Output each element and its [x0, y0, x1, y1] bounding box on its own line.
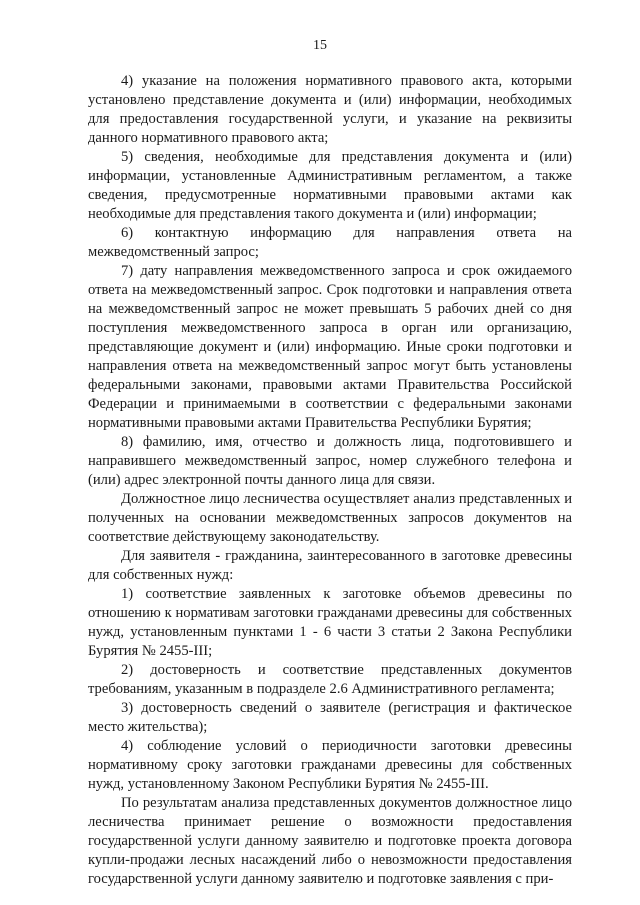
paragraph-criterion-4-harvest-periodicity: 4) соблюдение условий о периодичности заготовки древесины нормативному сроку заготовки гражданами древесины для собственных нужд, установленному Законом Республики Бурятия № 2455-III.	[88, 738, 572, 792]
paragraph-criterion-2-document-validity: 2) достоверность и соответствие представленных документов требованиям, указанным в подразделе 2.6 Административного регламента;	[88, 662, 572, 697]
paragraph-document-analysis: Должностное лицо лесничества осуществляет анализ представленных и полученных на основании межведомственных запросов документов на соответствие действующему законодательству.	[88, 491, 572, 545]
paragraph-criterion-3-applicant-data: 3) достоверность сведений о заявителе (регистрация и фактическое место жительства);	[88, 700, 572, 735]
page-number: 15	[313, 38, 327, 53]
paragraph-analysis-decision: По результатам анализа представленных документов должностное лицо лесничества принимает решение о возможности предоставления государственной услуги данному заявителю и подготовке проекта договора купли-продажи лесных насаждений либо о невозможности предоставления государственной услуги данному заявителю и подготовке заявления с при-	[88, 795, 572, 887]
paragraph-item-4-document-provision-basis: 4) указание на положения нормативного правового акта, которыми установлено представление документа и (или) информации, необходимых для предоставления государственной услуги, и указание на реквизиты данного нормативного правового акта;	[88, 73, 572, 146]
paragraph-applicant-criteria-intro: Для заявителя - гражданина, заинтересованного в заготовке древесины для собственных нужд:	[88, 548, 572, 583]
body-text	[88, 72, 572, 889]
paragraph-item-7-request-dates-and-deadlines: 7) дату направления межведомственного запроса и срок ожидаемого ответа на межведомственный запрос. Срок подготовки и направления ответа на межведомственный запрос не может превышать 5 рабочих дней со дня поступления межведомственного запроса в орган или организацию, представляющие документ и (или) информацию. Иные сроки подготовки и направления ответа на межведомственный запрос могут быть установлены федеральными законами, правовыми актами Правительства Российской Федерации и принимаемыми в соответствии с федеральными законами нормативными правовыми актами Правительства Республики Бурятия;	[88, 263, 572, 431]
paragraph-item-5-required-information: 5) сведения, необходимые для представления документа и (или) информации, установленные Административным регламентом, а также сведения, предусмотренные нормативными правовыми актами как необходимые для представления такого документа и (или) информации;	[88, 149, 572, 222]
paragraph-item-6-contact-information: 6) контактную информацию для направления ответа на межведомственный запрос;	[88, 225, 572, 260]
paragraph-criterion-1-volume-norms: 1) соответствие заявленных к заготовке объемов древесины по отношению к нормативам заготовки гражданами древесины для собственных нужд, установленным пунктами 1 - 6 части 3 статьи 2 Закона Республики Бурятия № 2455-III;	[88, 586, 572, 659]
paragraph-item-8-responsible-person: 8) фамилию, имя, отчество и должность лица, подготовившего и направившего межведомственный запрос, номер служебного телефона и (или) адрес электронной почты данного лица для связи.	[88, 434, 572, 488]
